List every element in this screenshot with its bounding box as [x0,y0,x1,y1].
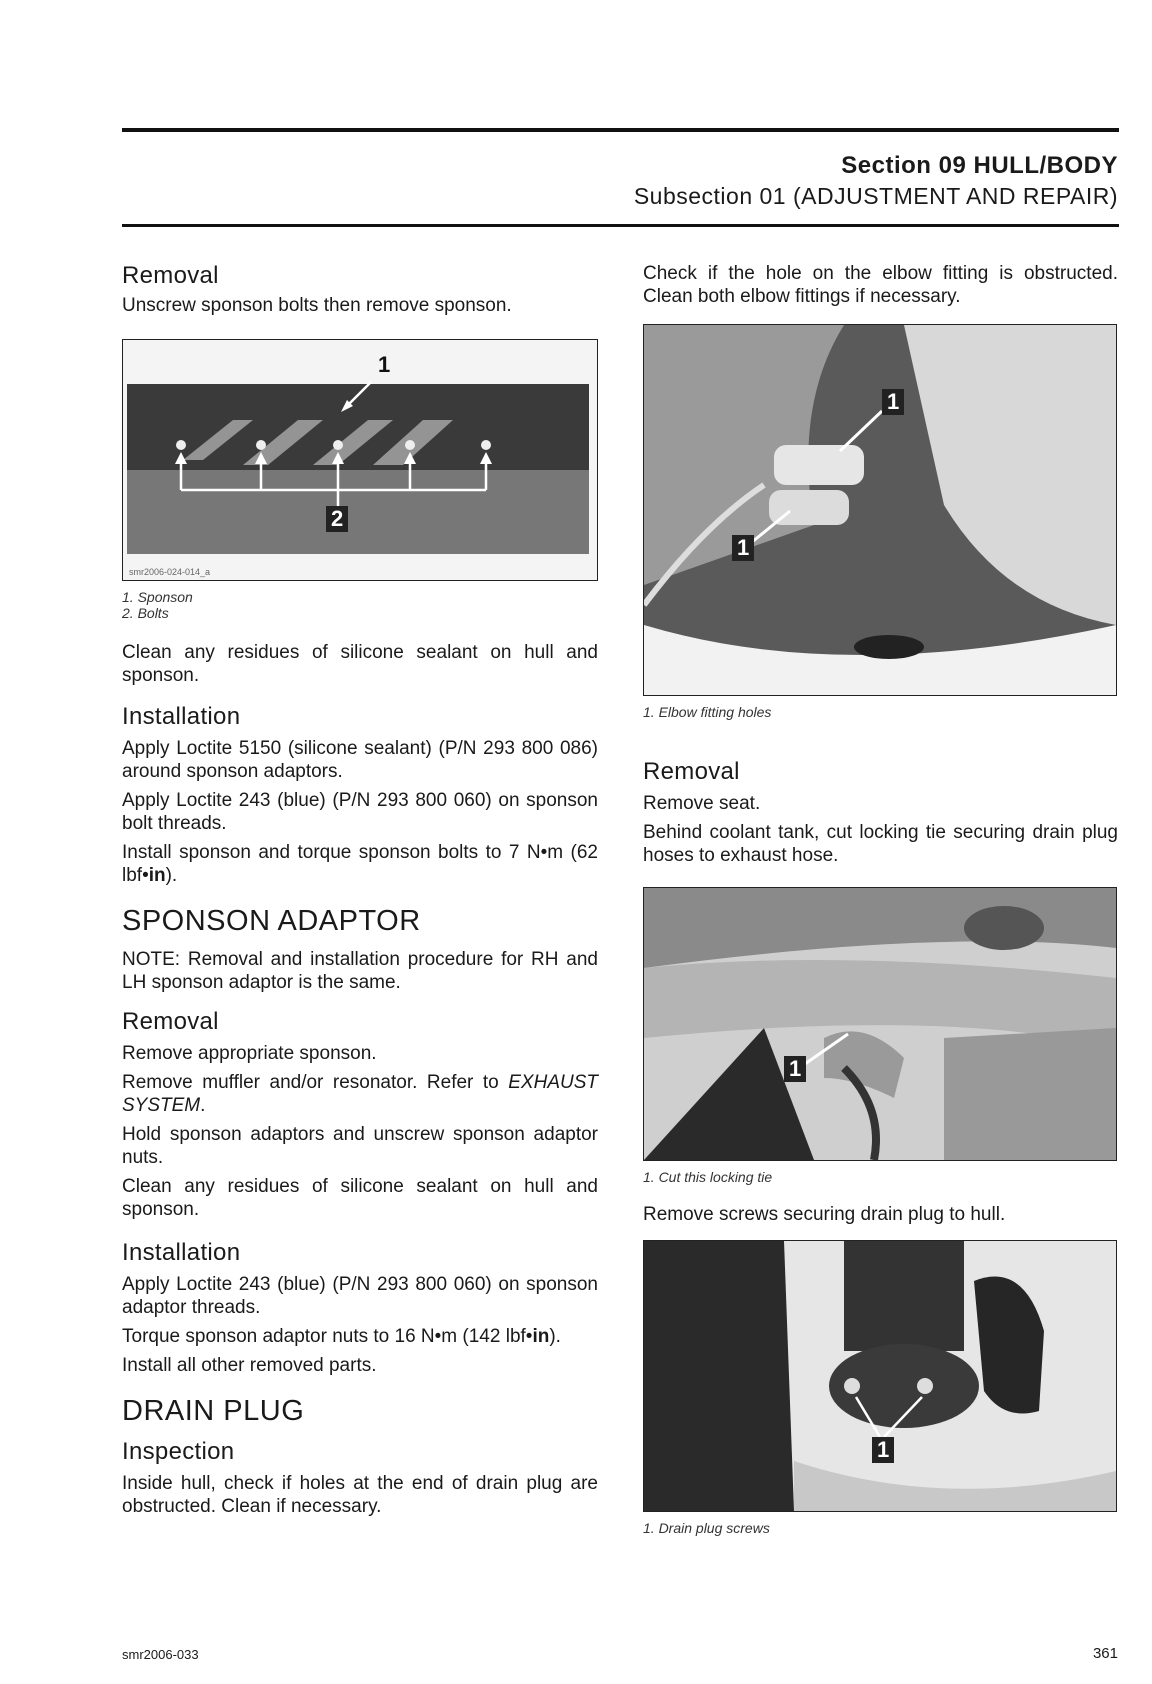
clean-text: Clean any residues of silicone sealant on hull and sponson. [122,642,598,686]
elbow-fitting-photo [644,325,1116,695]
figure-captions [122,589,598,621]
note-text: NOTE: Removal and installation procedure for RH and LH sponson adaptor is the same. [122,949,598,993]
page-number: 361 [1092,1645,1118,1662]
figure-caption: 2. Bolts [122,605,169,621]
figure-callout: 1 [872,1437,894,1463]
drain-plug-photo [644,1241,1116,1511]
figure-callout: 1 [378,352,391,377]
check-text: Check if the hole on the elbow fitting is obstructed. Clean both elbow fittings if necessary. [643,263,1118,307]
sponson-figure [122,339,598,581]
installation-heading: Installation [122,1239,241,1266]
installation-step: Install sponson and torque sponson bolts to 7 N•m (62 lbf•in). [122,842,598,886]
locking-tie-figure [643,887,1117,1161]
removal-heading: Removal [122,1008,219,1035]
exhaust-system-reference: EXHAUST SYSTEM [122,1072,598,1116]
figure-caption: 1. Drain plug screws [643,1520,770,1536]
installation-step: Install all other removed parts. [122,1355,377,1376]
removal-step: Remove muffler and/or resonator. Refer to EXHAUST SYSTEM. [122,1072,598,1116]
figure-callout: 1 [732,535,754,561]
figure-caption: 1. Cut this locking tie [643,1169,773,1185]
right-column [643,262,1118,1536]
locking-tie-photo [644,888,1116,1160]
figure-caption: 1. Sponson [122,589,193,605]
header-rule-top [122,128,1119,132]
left-column [122,262,598,1518]
figure-callout: 1 [784,1056,806,1082]
figure-caption: 1. Elbow fitting holes [643,704,772,720]
removal-step: Remove appropriate sponson. [122,1043,377,1064]
installation-step: Apply Loctite 243 (blue) (P/N 293 800 060) on sponson bolt threads. [122,790,598,834]
header-rule-bottom [122,224,1119,227]
removal-heading: Removal [643,758,740,785]
elbow-fitting-figure [643,324,1117,696]
subsection-title: Subsection 01 (ADJUSTMENT AND REPAIR) [633,183,1118,209]
sponson-adaptor-heading: SPONSON ADAPTOR [122,905,421,937]
removal-step: Hold sponson adaptors and unscrew sponson adaptor nuts. [122,1124,598,1168]
footer-document-code: smr2006-033 [122,1647,199,1662]
inspection-heading: Inspection [122,1438,235,1465]
drain-plug-figure [643,1240,1117,1512]
installation-step: Torque sponson adaptor nuts to 16 N•m (142 lbf•in). [122,1326,561,1347]
removal-step: Behind coolant tank, cut locking tie securing drain plug hoses to exhaust hose. [643,822,1118,866]
inspection-text: Inside hull, check if holes at the end of drain plug are obstructed. Clean if necessary. [122,1473,598,1517]
removal-heading: Removal [122,262,219,289]
figure-callout: 1 [882,389,904,415]
drain-plug-heading: DRAIN PLUG [122,1395,305,1427]
removal-text: Unscrew sponson bolts then remove sponson. [122,295,512,316]
removal-step: Remove seat. [643,793,761,814]
note-label: NOTE: [122,949,181,970]
sponson-illustration [123,340,597,580]
section-title: Section 09 HULL/BODY [841,152,1118,179]
removal-step: Clean any residues of silicone sealant on hull and sponson. [122,1176,598,1220]
installation-step: Apply Loctite 243 (blue) (P/N 293 800 060) on sponson adaptor threads. [122,1274,598,1318]
figure-callout: 2 [326,506,348,532]
installation-step: Apply Loctite 5150 (silicone sealant) (P/N 293 800 086) around sponson adaptors. [122,738,598,782]
screws-text: Remove screws securing drain plug to hull. [643,1204,1006,1225]
figure-code: smr2006-024-014_a [129,567,211,577]
installation-heading: Installation [122,703,241,730]
